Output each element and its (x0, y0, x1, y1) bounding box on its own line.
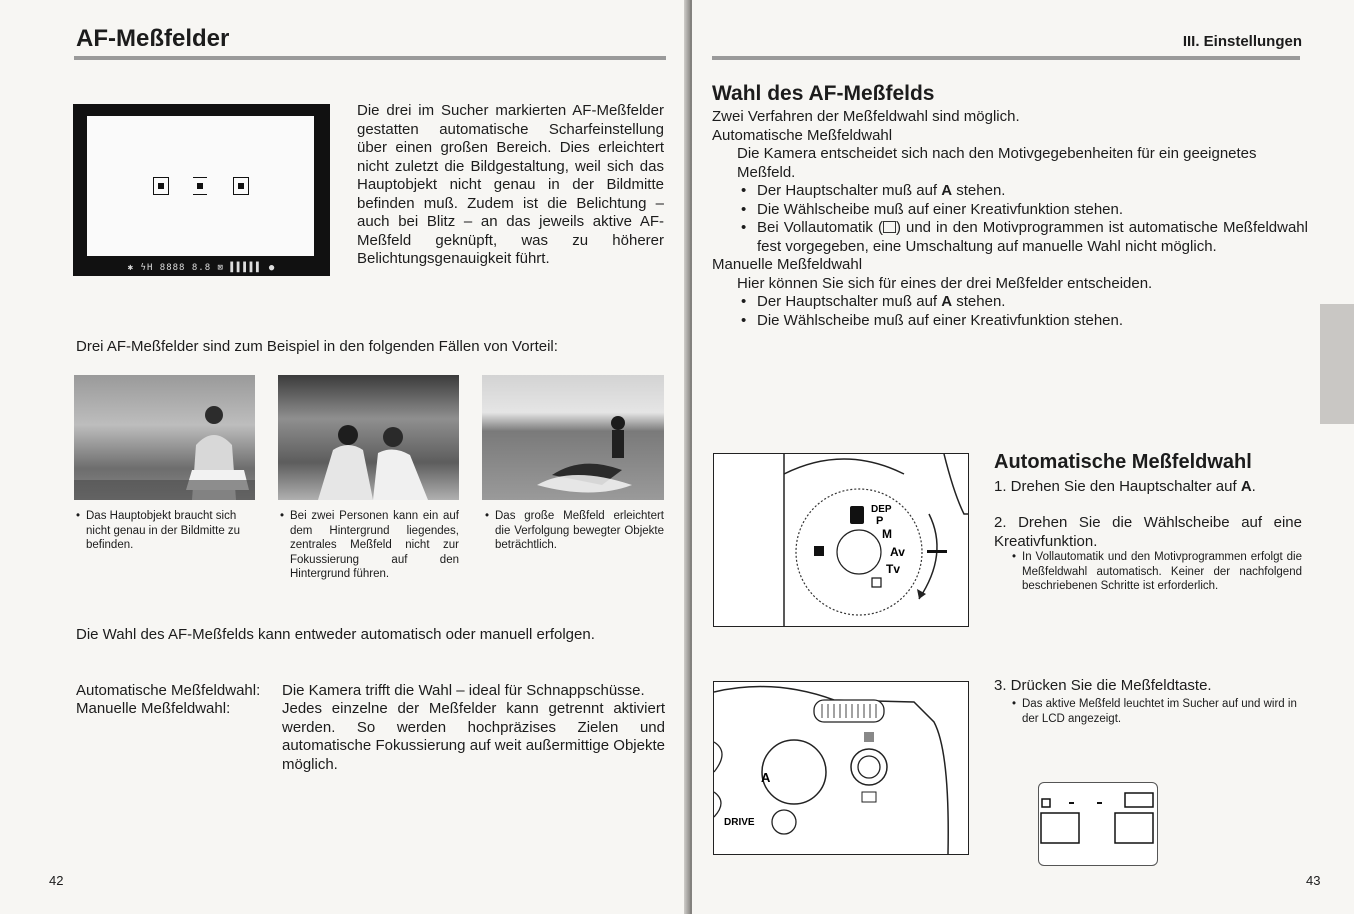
af-point-right (233, 177, 249, 195)
auto-text: Die Kamera entscheidet sich nach den Motivgegebenheiten für ein geeignetes Meßfeld. (737, 145, 1257, 181)
auto-bullet-1: • Der Hauptschalter muß auf A stehen. (737, 182, 1308, 201)
photo-couple-lawn (278, 375, 459, 500)
auto-label: Automatische Meßfeldwahl: (76, 682, 261, 699)
manual-desc: Jedes einzelne der Meßfelder kann getrennt aktiviert werden. So werden hochpräzises Zielen und automatische Fokussierung auf weit außermittige Objekte möglich. (282, 700, 665, 773)
main-heading: Wahl des AF-Meßfelds (712, 82, 935, 105)
page-number-left: 42 (49, 873, 64, 888)
step-2-note (1012, 550, 1302, 594)
step-3-note (1012, 697, 1302, 726)
camera-top-figure (713, 681, 969, 855)
selection-methods (712, 108, 1308, 330)
caption-1-text: • Das Hauptobjekt braucht sich nicht genau in der Bildmitte zu befinden. (76, 509, 256, 553)
caption-2 (280, 509, 459, 582)
caption-1 (76, 509, 256, 553)
dial-label-m: M (882, 527, 892, 541)
auto-bullet-2: • Die Wählscheibe muß auf einer Kreativfunktion stehen. (737, 201, 1308, 220)
dial-label-p: P (876, 515, 884, 527)
sub-heading: Automatische Meßfeldwahl (994, 451, 1252, 473)
full-auto-icon (883, 221, 896, 233)
selection-text: Die Wahl des AF-Meßfelds kann entweder automatisch oder manuell erfolgen. (76, 626, 595, 643)
viewfinder-illustration (73, 104, 330, 276)
auto-heading: Automatische Meßfeldwahl (712, 126, 893, 144)
photo-jet-ski (482, 375, 664, 500)
viewfinder-lcd: ✱ ϟH 8888 8.8 ⊠ ▌▌▌▌▌ ● (127, 263, 276, 273)
manual-bullets (712, 293, 1308, 330)
dial-label-dep: DEP (871, 504, 892, 515)
photo-woman-reading (74, 375, 255, 500)
manual-bullet-1: • Der Hauptschalter muß auf A stehen. (737, 293, 1308, 312)
caption-3-text: • Das große Meßfeld erleichtert die Verfolgung bewegter Objekte beträchtlich. (485, 509, 664, 553)
dial-label-av: Av (890, 545, 905, 559)
step-2-note-text: • In Vollautomatik und den Motivprogrammen erfolgt die Meßfeldwahl automatisch. Keiner der nachfolgend beschriebenen Schritte ist erforderlich. (1012, 550, 1302, 594)
af-point-center (193, 177, 207, 195)
header-rule (712, 56, 1300, 60)
title-rule (74, 56, 666, 60)
examples-intro: Drei AF-Meßfelder sind zum Beispiel in den folgenden Fällen von Vorteil: (76, 338, 558, 355)
intro-text: Die drei im Sucher markierten AF-Meßfelder gestatten automatische Scharfeinstellung über einen großen Bereich. Dies erleichtert nicht zuletzt die Bildgestaltung, weil sich das Hauptobjekt nicht genau in der Bildmitte befinden muß. Zudem ist die Belichtung – auch bei Blitz – an das jeweils aktive AF-Meßfeld geknüpft, was zu höherer Belichtungsgenauigkeit führt. (357, 102, 664, 267)
page-title: AF-Meßfelder (76, 25, 230, 52)
page-number-right: 43 (1306, 873, 1321, 888)
chapter-thumb-tab (1320, 304, 1354, 424)
lcd-panel-figure (1038, 782, 1158, 866)
switch-label: A (761, 770, 771, 785)
drive-label: DRIVE (724, 817, 755, 828)
step-2: 2. Drehen Sie die Wählscheibe auf eine Kreativfunktion. (994, 514, 1302, 550)
methods-intro: Zwei Verfahren der Meßfeldwahl sind möglich. (712, 108, 1020, 125)
manual-bullet-2: • Die Wählscheibe muß auf einer Kreativfunktion stehen. (737, 312, 1308, 331)
section-header: III. Einstellungen (1182, 33, 1302, 50)
manual-text: Hier können Sie sich für eines der drei Meßfelder entscheiden. (737, 274, 1153, 292)
auto-bullets (712, 182, 1308, 256)
step-1: 1. Drehen Sie den Hauptschalter auf A. (994, 478, 1256, 495)
auto-desc: Die Kamera trifft die Wahl – ideal für Schnappschüsse. (282, 682, 645, 699)
manual-label: Manuelle Meßfeldwahl: (76, 700, 231, 717)
af-point-left (153, 177, 169, 195)
step-3-note-text: • Das aktive Meßfeld leuchtet im Sucher auf und wird in der LCD angezeigt. (1012, 697, 1302, 726)
right-page (692, 0, 1354, 914)
mode-dial-figure (713, 453, 969, 627)
manual-heading: Manuelle Meßfeldwahl (712, 256, 863, 273)
viewfinder-frame (87, 116, 314, 256)
caption-3 (485, 509, 664, 553)
auto-bullet-3: • Bei Vollautomatik ( ) und in den Motivprogrammen ist automatische Meßfeldwahl fest vorgegeben, eine Umschaltung auf manuelle Wahl nicht möglich. (737, 219, 1308, 256)
step-3: 3. Drücken Sie die Meßfeldtaste. (994, 677, 1212, 694)
caption-2-text: • Bei zwei Personen kann ein auf dem Hintergrund liegendes, zentrales Meßfeld nicht zur Fokussierung auf den Hintergrund führen. (280, 509, 459, 582)
dial-label-tv: Tv (886, 562, 901, 576)
